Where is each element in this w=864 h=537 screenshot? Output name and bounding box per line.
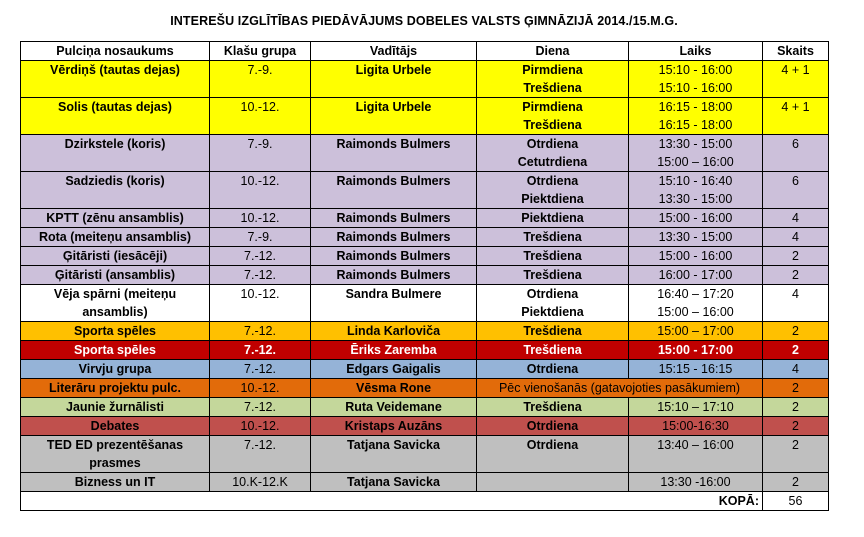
count-value: 6: [763, 172, 829, 209]
class-group: 10.K-12.K: [210, 473, 311, 492]
leader-name: Sandra Bulmere: [311, 285, 477, 322]
club-name: Ģitāristi (iesācēji): [21, 247, 210, 266]
count-value: 2: [763, 322, 829, 341]
day-cell: [477, 473, 629, 492]
day-value: Trešdiena: [523, 118, 582, 132]
day-value: Pirmdiena: [522, 63, 583, 77]
column-header-count: Skaits: [763, 42, 829, 61]
day-cell: [477, 228, 629, 247]
day-value: Otrdiena: [526, 174, 579, 188]
total-label: KOPĀ:: [21, 492, 763, 511]
time-value: 15:15 - 16:15: [658, 362, 733, 376]
leader-name: Tatjana Savicka: [311, 473, 477, 492]
count-value: 4: [763, 209, 829, 228]
leader-name: Ēriks Zaremba: [311, 341, 477, 360]
time-value: 13:30 - 15:00: [658, 137, 733, 151]
day-cell: [477, 135, 629, 172]
day-value: Trešdiena: [523, 268, 582, 282]
time-cell: [629, 341, 763, 360]
club-name: Rota (meiteņu ansamblis): [21, 228, 210, 247]
leader-name: Raimonds Bulmers: [311, 266, 477, 285]
leader-name: Linda Karloviča: [311, 322, 477, 341]
day-cell: [477, 341, 629, 360]
count-value: 2: [763, 473, 829, 492]
count-value: 4: [763, 228, 829, 247]
column-header-name: Pulciņa nosaukums: [21, 42, 210, 61]
leader-name: Ligita Urbele: [311, 61, 477, 98]
class-group: 7.-12.: [210, 436, 311, 473]
day-value: Trešdiena: [523, 230, 582, 244]
table-row: [21, 473, 829, 492]
table-row: [21, 209, 829, 228]
count-value: 4: [763, 285, 829, 322]
leader-name: Raimonds Bulmers: [311, 172, 477, 209]
count-value: 2: [763, 379, 829, 398]
time-value: 15:00 - 17:00: [657, 343, 734, 357]
day-cell: [477, 98, 629, 135]
time-value: 13:30 - 15:00: [658, 230, 733, 244]
day-cell: [477, 360, 629, 379]
time-cell: [629, 398, 763, 417]
club-name: Ģitāristi (ansamblis): [21, 266, 210, 285]
time-value: 15:00 – 16:00: [657, 305, 734, 319]
club-name: KPTT (zēnu ansamblis): [21, 209, 210, 228]
class-group: 10.-12.: [210, 209, 311, 228]
class-group: 10.-12.: [210, 285, 311, 322]
header-row: [21, 42, 829, 61]
club-name: Jaunie žurnālisti: [21, 398, 210, 417]
time-value: 15:00 - 16:00: [658, 211, 733, 225]
class-group: 7.-12.: [210, 360, 311, 379]
total-row: [21, 492, 829, 511]
day-value: Otrdiena: [526, 419, 579, 433]
time-cell: [629, 135, 763, 172]
day-value: Piektdiena: [521, 192, 584, 206]
table-row: [21, 360, 829, 379]
class-group: 7.-9.: [210, 228, 311, 247]
table-row: [21, 135, 829, 172]
table-row: [21, 285, 829, 322]
activities-table: [20, 41, 829, 511]
class-group: 7.-12.: [210, 341, 311, 360]
count-value: 4 + 1: [763, 98, 829, 135]
class-group: 10.-12.: [210, 379, 311, 398]
leader-name: Raimonds Bulmers: [311, 228, 477, 247]
total-value: 56: [763, 492, 829, 511]
day-value: Cetutrdiena: [517, 155, 588, 169]
document-title: INTEREŠU IZGLĪTĪBAS PIEDĀVĀJUMS DOBELES VALSTS ĢIMNĀZIJĀ 2014./15.M.G.: [170, 14, 678, 28]
time-value: 15:00 – 17:00: [657, 324, 734, 338]
table-row: [21, 436, 829, 473]
club-name: Vērdiņš (tautas dejas): [21, 61, 210, 98]
club-name: Sporta spēles: [21, 341, 210, 360]
time-cell: [629, 228, 763, 247]
leader-name: Raimonds Bulmers: [311, 135, 477, 172]
club-name: Sadziedis (koris): [21, 172, 210, 209]
time-value: 16:15 - 18:00: [658, 100, 733, 114]
time-cell: [629, 473, 763, 492]
column-header-day: Diena: [477, 42, 629, 61]
day-cell: [477, 247, 629, 266]
class-group: 10.-12.: [210, 172, 311, 209]
table-row: [21, 322, 829, 341]
leader-name: Ligita Urbele: [311, 98, 477, 135]
count-value: 2: [763, 436, 829, 473]
time-cell: [629, 360, 763, 379]
time-cell: [629, 98, 763, 135]
time-value: 16:00 - 17:00: [658, 268, 733, 282]
table-row: [21, 247, 829, 266]
time-cell: [629, 436, 763, 473]
class-group: 10.-12.: [210, 417, 311, 436]
club-name: Debates: [21, 417, 210, 436]
club-name: Solis (tautas dejas): [21, 98, 210, 135]
class-group: 7.-12.: [210, 322, 311, 341]
leader-name: Edgars Gaigalis: [311, 360, 477, 379]
day-value: Trešdiena: [523, 343, 582, 357]
club-name: Vēja spārni (meiteņu ansamblis): [21, 285, 210, 322]
day-cell: [477, 209, 629, 228]
day-cell: [477, 436, 629, 473]
time-value: 15:00 – 16:00: [657, 155, 734, 169]
class-group: 7.-12.: [210, 247, 311, 266]
day-cell: [477, 398, 629, 417]
day-value: Otrdiena: [526, 137, 579, 151]
leader-name: Ruta Veidemane: [311, 398, 477, 417]
time-value: 13:40 – 16:00: [657, 438, 734, 452]
leader-name: Tatjana Savicka: [311, 436, 477, 473]
class-group: 7.-9.: [210, 61, 311, 98]
table-row: [21, 266, 829, 285]
count-value: 6: [763, 135, 829, 172]
day-value: Trešdiena: [523, 324, 582, 338]
time-cell: [629, 417, 763, 436]
count-value: 2: [763, 341, 829, 360]
time-value: 16:40 – 17:20: [657, 287, 734, 301]
time-cell: [629, 285, 763, 322]
time-value: 15:10 - 16:00: [658, 63, 733, 77]
time-value: 15:10 - 16:00: [658, 81, 733, 95]
time-cell: [629, 322, 763, 341]
club-name: Virvju grupa: [21, 360, 210, 379]
day-cell: [477, 266, 629, 285]
time-cell: [629, 247, 763, 266]
time-value: 13:30 - 15:00: [658, 192, 733, 206]
day-value: Otrdiena: [526, 438, 579, 452]
table-row: [21, 379, 829, 398]
leader-name: Kristaps Auzāns: [311, 417, 477, 436]
day-cell: [477, 285, 629, 322]
day-cell: [477, 322, 629, 341]
leader-name: Raimonds Bulmers: [311, 209, 477, 228]
count-value: 4 + 1: [763, 61, 829, 98]
day-value: Otrdiena: [526, 362, 579, 376]
day-value: Trešdiena: [523, 400, 582, 414]
leader-name: Raimonds Bulmers: [311, 247, 477, 266]
day-value: Trešdiena: [523, 249, 582, 263]
day-cell: [477, 172, 629, 209]
table-row: [21, 172, 829, 209]
column-header-time: Laiks: [629, 42, 763, 61]
count-value: 2: [763, 266, 829, 285]
time-value: 16:15 - 18:00: [658, 118, 733, 132]
class-group: 7.-9.: [210, 135, 311, 172]
club-name: Literāru projektu pulc.: [21, 379, 210, 398]
day-cell: [477, 417, 629, 436]
count-value: 4: [763, 360, 829, 379]
table-row: [21, 61, 829, 98]
time-value: 15:00-16:30: [662, 419, 729, 433]
count-value: 2: [763, 398, 829, 417]
club-name: TED ED prezentēšanas prasmes: [21, 436, 210, 473]
day-value: Piektdiena: [521, 211, 584, 225]
column-header-leader: Vadītājs: [311, 42, 477, 61]
schedule-note: Pēc vienošanās (gatavojoties pasākumiem): [477, 379, 763, 398]
table-row: [21, 417, 829, 436]
class-group: 7.-12.: [210, 266, 311, 285]
time-cell: [629, 172, 763, 209]
day-value: Piektdiena: [521, 305, 584, 319]
time-cell: [629, 61, 763, 98]
day-value: Pirmdiena: [522, 100, 583, 114]
table-row: [21, 228, 829, 247]
time-cell: [629, 266, 763, 285]
time-value: 13:30 -16:00: [660, 475, 731, 489]
club-name: Dzirkstele (koris): [21, 135, 210, 172]
day-value: Otrdiena: [526, 287, 579, 301]
time-value: 15:10 – 17:10: [657, 400, 734, 414]
table-row: [21, 398, 829, 417]
club-name: Sporta spēles: [21, 322, 210, 341]
time-cell: [629, 209, 763, 228]
table-row: [21, 341, 829, 360]
column-header-group: Klašu grupa: [210, 42, 311, 61]
time-value: 15:10 - 16:40: [658, 174, 733, 188]
time-value: 15:00 - 16:00: [658, 249, 733, 263]
leader-name: Vēsma Rone: [311, 379, 477, 398]
day-cell: [477, 61, 629, 98]
table-row: [21, 98, 829, 135]
class-group: 10.-12.: [210, 98, 311, 135]
club-name: Bizness un IT: [21, 473, 210, 492]
day-value: Trešdiena: [523, 81, 582, 95]
count-value: 2: [763, 247, 829, 266]
class-group: 7.-12.: [210, 398, 311, 417]
count-value: 2: [763, 417, 829, 436]
